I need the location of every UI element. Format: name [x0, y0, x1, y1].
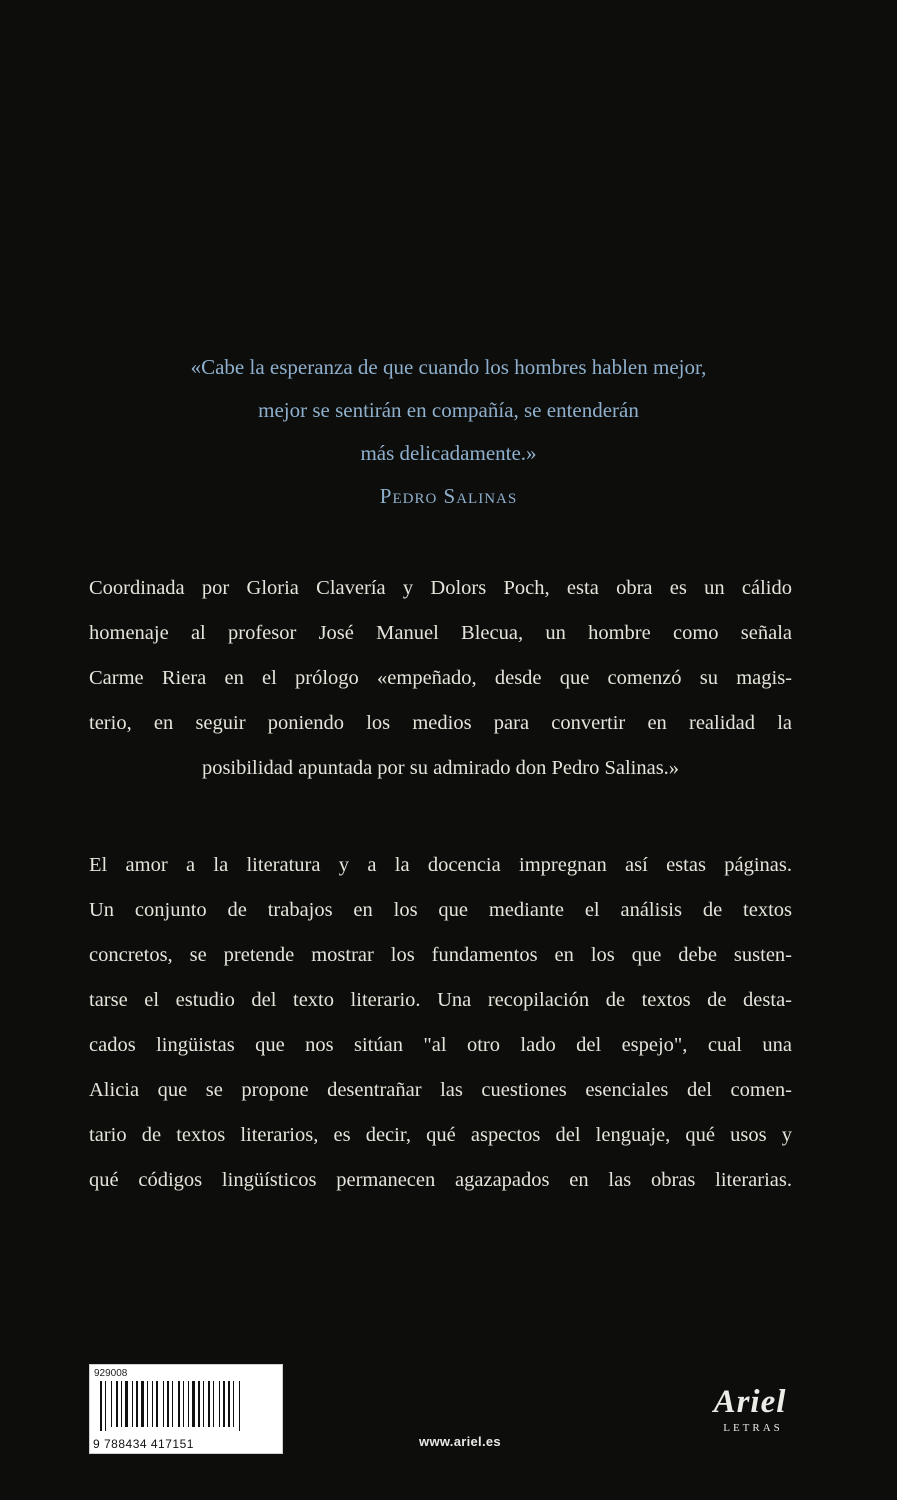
paragraph-line: tario de textos literarios, es decir, qué aspectos del lenguaje, qué usos y [89, 1124, 792, 1146]
paragraph-line: homenaje al profesor José Manuel Blecua, un hombre como señala [89, 622, 792, 644]
barcode-bar [188, 1381, 189, 1427]
publisher-logo: Ariel [713, 1384, 787, 1420]
barcode-bar [183, 1381, 184, 1427]
epigraph-line: «Cabe la esperanza de que cuando los hombres hablen mejor, [190, 355, 707, 379]
barcode-bar [219, 1381, 220, 1427]
paragraph-line: concretos, se pretende mostrar los fundamentos en los que debe susten- [89, 944, 792, 966]
barcode-bar [141, 1381, 144, 1427]
epigraph-line: más delicadamente.» [360, 441, 537, 465]
barcode-bar [233, 1381, 234, 1427]
paragraph-line: terio, en seguir poniendo los medios para convertir en realidad la [89, 712, 792, 734]
barcode-code: 929008 [94, 1368, 128, 1379]
barcode-icon [100, 1381, 274, 1431]
barcode-bar [192, 1381, 195, 1427]
description-paragraph-2 [89, 843, 792, 1203]
barcode-bar [163, 1381, 164, 1427]
epigraph [60, 346, 837, 518]
paragraph-line: posibilidad apuntada por su admirado don Pedro Salinas.» [201, 757, 680, 779]
publisher-logo-block [700, 1384, 800, 1434]
barcode-bar [239, 1381, 240, 1431]
paragraph-line: Coordinada por Gloria Clavería y Dolors Poch, esta obra es un cálido [89, 577, 792, 599]
barcode-bar [125, 1381, 128, 1427]
barcode-bar [198, 1381, 200, 1427]
barcode-bar [156, 1381, 158, 1427]
barcode-bar [152, 1381, 153, 1427]
barcode-bar [213, 1381, 214, 1427]
barcode-bar [203, 1381, 204, 1427]
barcode-bar [111, 1381, 112, 1427]
barcode-bar [223, 1381, 225, 1427]
paragraph-line: Alicia que se propone desentrañar las cuestiones esenciales del comen- [89, 1079, 792, 1101]
barcode-bar [147, 1381, 148, 1427]
paragraph-line: Carme Riera en el prólogo «empeñado, desde que comenzó su magis- [89, 667, 792, 689]
paragraph-line: El amor a la literatura y a la docencia impregnan así estas páginas. [89, 854, 792, 876]
barcode-bar [136, 1381, 138, 1427]
barcode-bar [228, 1381, 230, 1427]
paragraph-line: cados lingüistas que nos sitúan "al otro lado del espejo", cual una [89, 1034, 792, 1056]
epigraph-line: mejor se sentirán en compañía, se entenderán [258, 398, 639, 422]
paragraph-line: qué códigos lingüísticos permanecen agazapados en las obras literarias. [89, 1169, 792, 1191]
barcode-bar [116, 1381, 118, 1427]
barcode-bar [132, 1381, 133, 1427]
paragraph-line: tarse el estudio del texto literario. Una recopilación de textos de desta- [89, 989, 792, 1011]
barcode-bar [208, 1381, 210, 1427]
barcode-bar [121, 1381, 122, 1427]
epigraph-author: Pedro Salinas [379, 484, 518, 508]
barcode-bar [100, 1381, 102, 1431]
publisher-imprint: LETRAS [723, 1422, 783, 1434]
isbn-number: 9 788434 417151 [93, 1437, 194, 1451]
publisher-website: www.ariel.es [419, 1434, 501, 1449]
barcode-bar [178, 1381, 180, 1427]
barcode [89, 1364, 283, 1454]
paragraph-line: Un conjunto de trabajos en los que mediante el análisis de textos [89, 899, 792, 921]
barcode-bar [172, 1381, 173, 1427]
barcode-bar [105, 1381, 106, 1431]
barcode-bar [167, 1381, 169, 1427]
description-paragraph-1 [89, 566, 792, 791]
